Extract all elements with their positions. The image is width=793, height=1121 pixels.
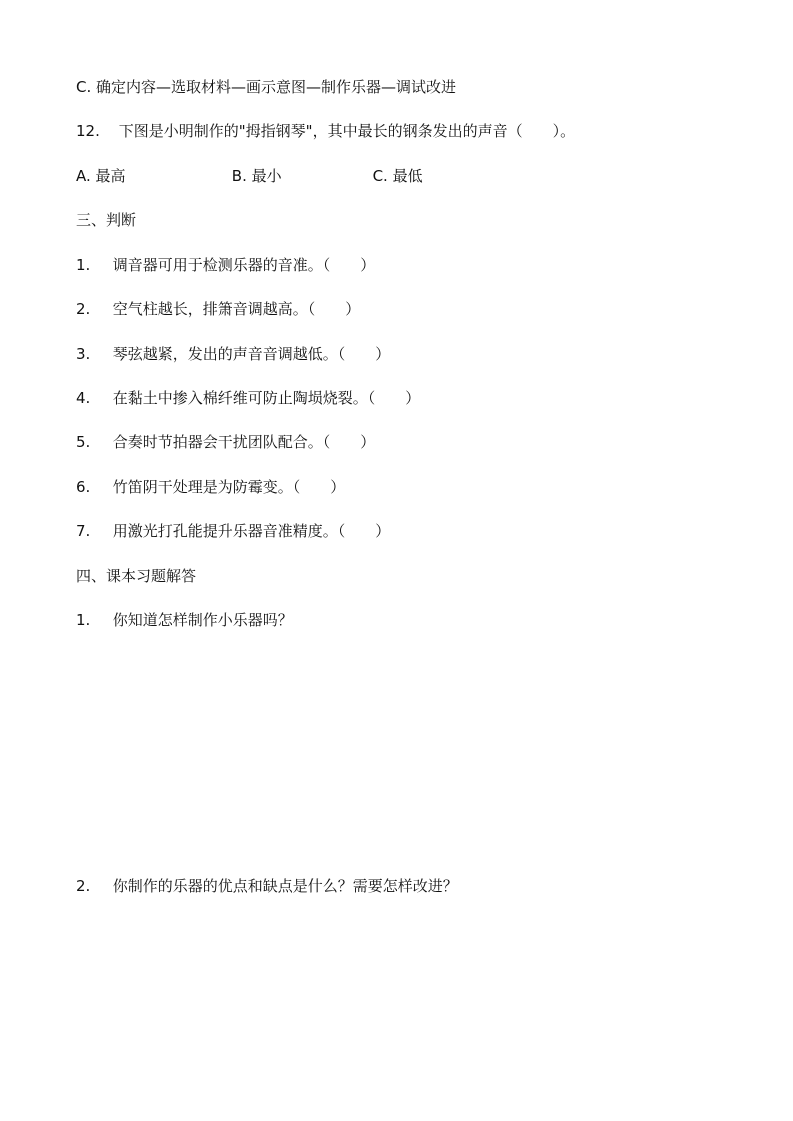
question-number: 2. [76,300,91,318]
question-number: 7. [76,522,91,540]
judgement-question-2 [76,299,360,319]
question-number: 4. [76,389,91,407]
exercise-question-2 [76,876,458,896]
section-3-title: 三、判断 [76,211,137,229]
question-12-options [76,166,423,186]
question-number: 5. [76,433,91,451]
question-12 [76,121,575,141]
option-c-line [76,77,456,97]
question-text: 合奏时节拍器会干扰团队配合。（ ） [112,433,376,451]
question-number: 3. [76,345,91,363]
judgement-question-7 [76,521,390,541]
option-c: C. 最低 [372,167,423,185]
question-text: 竹笛阴干处理是为防霉变。（ ） [112,478,346,496]
judgement-question-6 [76,477,345,497]
option-b: B. 最小 [231,167,282,185]
exercise-question-1 [76,610,293,630]
question-number: 6. [76,478,91,496]
question-text: 你知道怎样制作小乐器吗？ [112,611,293,629]
question-text: 空气柱越长，排箫音调越高。（ ） [112,300,361,318]
question-number: 1. [76,611,91,629]
section-4-title: 四、课本习题解答 [76,567,197,585]
question-text: 琴弦越紧，发出的声音音调越低。（ ） [112,345,391,363]
judgement-question-5 [76,432,375,452]
question-text: 下图是小明制作的"拇指钢琴"，其中最长的钢条发出的声音（ ）。 [118,122,576,140]
question-text: 你制作的乐器的优点和缺点是什么？需要怎样改进？ [112,877,458,895]
question-number: 12. [76,122,100,140]
option-a: A. 最高 [76,167,126,185]
question-text: 调音器可用于检测乐器的音准。（ ） [112,256,376,274]
option-c-text: C. 确定内容—选取材料—画示意图—制作乐器—调试改进 [76,78,457,96]
judgement-question-3 [76,344,390,364]
question-text: 在黏土中掺入棉纤维可防止陶埙烧裂。（ ） [112,389,421,407]
judgement-question-1 [76,255,375,275]
judgement-question-4 [76,388,420,408]
question-number: 2. [76,877,91,895]
question-number: 1. [76,256,91,274]
question-text: 用激光打孔能提升乐器音准精度。（ ） [112,522,391,540]
